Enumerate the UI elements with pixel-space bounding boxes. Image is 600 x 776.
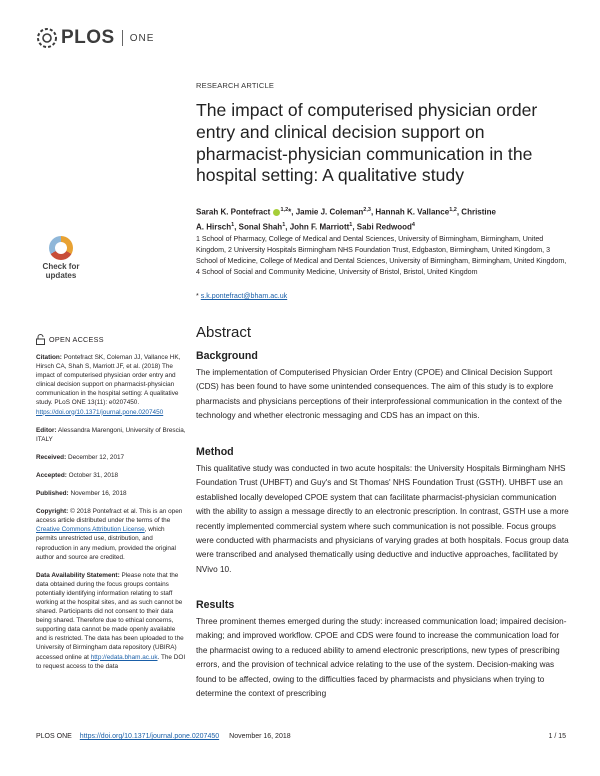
method-heading: Method — [196, 446, 234, 458]
data-repository-link[interactable]: http://edata.bham.ac.uk — [90, 653, 158, 661]
accepted-date: Accepted: October 31, 2018 — [36, 471, 119, 479]
author-name[interactable]: , Christine — [456, 207, 496, 217]
results-paragraph: Three prominent themes emerged during the study: increased communication load; impaired decision-making; and improved workflow. CPOE and CDS were found to increase the communication load for the pharmacist owing to a reduced ability to amend electronic prescriptions, new types of prescribing errors, and the provision of technical advice relating to the use of the system. Decision-making was found to be affected, owing to the difficulties faced by pharmacists and physicians when trying to determine the context of prescribing — [196, 617, 567, 699]
citation-doi-link[interactable]: https://doi.org/10.1371/journal.pone.0207450 — [36, 408, 164, 416]
footer-journal: PLOS ONE — [36, 733, 72, 740]
method-paragraph: This qualitative study was conducted in two acute hospitals: the University Hospitals Birmingham NHS Foundation Trust (UHBFT) and Guy's and St Thomas' NHS Foundation Trust (GSTH). UHBFT use an established locally developed CPOE system that can facilitate pharmacist-physician communication with the ability to assign a message directly to an electronic prescription. In contrast, GSTH use a more recently implemented commercial system where such communication is not possible. Focus groups were conducted with pharmacists and physicians of varying grades at both hospitals. Focus group data were transcribed and analysed thematically using deductive and inductive approaches, facilitated by NVivo 10. — [196, 464, 569, 574]
corresp-email-link[interactable]: s.k.pontefract@bham.ac.uk — [200, 292, 288, 300]
author-affil-sup: 1,2 — [280, 207, 289, 213]
plos-logo-icon — [36, 27, 58, 49]
corresponding-author — [196, 292, 287, 300]
abstract-heading: Abstract — [196, 324, 252, 341]
license-link[interactable]: Creative Commons Attribution License — [36, 526, 145, 534]
brand-name: PLOS — [61, 27, 115, 48]
article-sidebar — [36, 334, 186, 680]
page-number: 1 / 15 — [548, 733, 566, 740]
author-name[interactable]: A. Hirsch — [196, 222, 232, 232]
check-updates-icon — [49, 236, 73, 260]
data-availability: Data Availability Statement: Please note that the data obtained during the focus groups contains potentially identifying information relating to staff working at the hospital sites, and as such cannot be shared. Participants did not consent to their data being shared. Therefore due to ethical concerns, supporting data cannot be made openly available and is restricted. The data has been uploaded to the University of Birmingham data repository (UBIRA) accessed online at http://edata.bham.ac.uk. The DOI to request access to the data — [36, 571, 186, 670]
background-paragraph: The implementation of Computerised Physician Order Entry (CPOE) and Clinical Decision Support (CDS) has been found to have some unintended consequences. The aim of this study is to explore pharmacists and physicians perceptions of their interprofessional communication in the context of the technology and whether electronic messaging and CDS has an impact on this. — [196, 368, 562, 421]
background-heading: Background — [196, 350, 258, 362]
copyright: Copyright: © 2018 Pontefract et al. This is an open access article distributed under the terms of the Creative Commons Attribution License, which permits unrestricted use, distribution, and reproduction in any medium, provided the original author and source are credited. — [36, 508, 183, 561]
author-name[interactable]: , Hannah K. Vallance — [370, 207, 450, 217]
author-affil-sup: 4 — [411, 221, 415, 228]
journal-name: ONE — [129, 32, 155, 44]
author-name[interactable]: , Sonal Shah — [234, 222, 283, 232]
results-heading: Results — [196, 599, 235, 611]
author-affil-sup: 1,2 — [449, 207, 457, 213]
check-for-updates-button[interactable] — [36, 236, 86, 291]
author-name[interactable]: *, Jamie J. Coleman — [288, 207, 364, 217]
logo-divider — [122, 30, 123, 46]
author-name[interactable]: , John F. Marriott — [285, 222, 350, 232]
open-lock-icon — [36, 334, 45, 345]
open-access-badge — [36, 334, 186, 345]
citation: Citation: Pontefract SK, Coleman JJ, Vallance HK, Hirsch CA, Shah S, Marriott JF, et al. (2018) The impact of computerised physician order entry and clinical decision support on pharmacist-physician communication in the hospital setting: A qualitative study. PLoS ONE 13(11): e0207450. https://doi.org/10.1371/journal.pone.0207450 — [36, 354, 181, 416]
footer-date: November 16, 2018 — [229, 733, 291, 740]
published-date: Published: November 16, 2018 — [36, 490, 127, 498]
article-category: RESEARCH ARTICLE — [196, 81, 275, 90]
received-date: Received: December 12, 2017 — [36, 453, 125, 461]
author-name[interactable]: , Sabi Redwood — [352, 222, 412, 232]
author-affil-sup: 2,3 — [363, 207, 371, 213]
page-footer — [36, 733, 566, 740]
check-updates-label-2: updates — [45, 271, 77, 280]
author-affil-sup: 1 — [282, 221, 286, 228]
footer-doi-link[interactable]: https://doi.org/10.1371/journal.pone.0207450 — [79, 733, 220, 740]
editor: Editor: Alessandra Marengoni, University of Brescia, ITALY — [36, 426, 186, 443]
author-name[interactable]: Sarah K. Pontefract — [196, 207, 271, 217]
author-list — [196, 204, 568, 233]
plos-one-logo[interactable] — [36, 27, 154, 49]
author-affil-sup: 1 — [231, 221, 235, 228]
corresp-star: * — [196, 292, 199, 300]
check-updates-label-1: Check for — [42, 262, 80, 271]
author-affil-sup: 1 — [349, 221, 353, 228]
article-title: The impact of computerised physician order entry and clinical decision support on pharmacist-physician communication in the hospital setting: A qualitative study — [196, 100, 538, 186]
open-access-label: OPEN ACCESS — [49, 334, 104, 344]
affiliations: 1 School of Pharmacy, College of Medical and Dental Sciences, University of Birmingham, Birmingham, United Kingdom, 2 University Hospitals Birmingham NHS Foundation Trust, Edgbaston, Birmingham, United Kingdom, 3 School of Medicine, College of Medical and Dental Sciences, University of Birmingham, Birmingham, United Kingdom, 4 School of Social and Community Medicine, University of Bristol, Bristol, United Kingdom — [196, 235, 567, 276]
